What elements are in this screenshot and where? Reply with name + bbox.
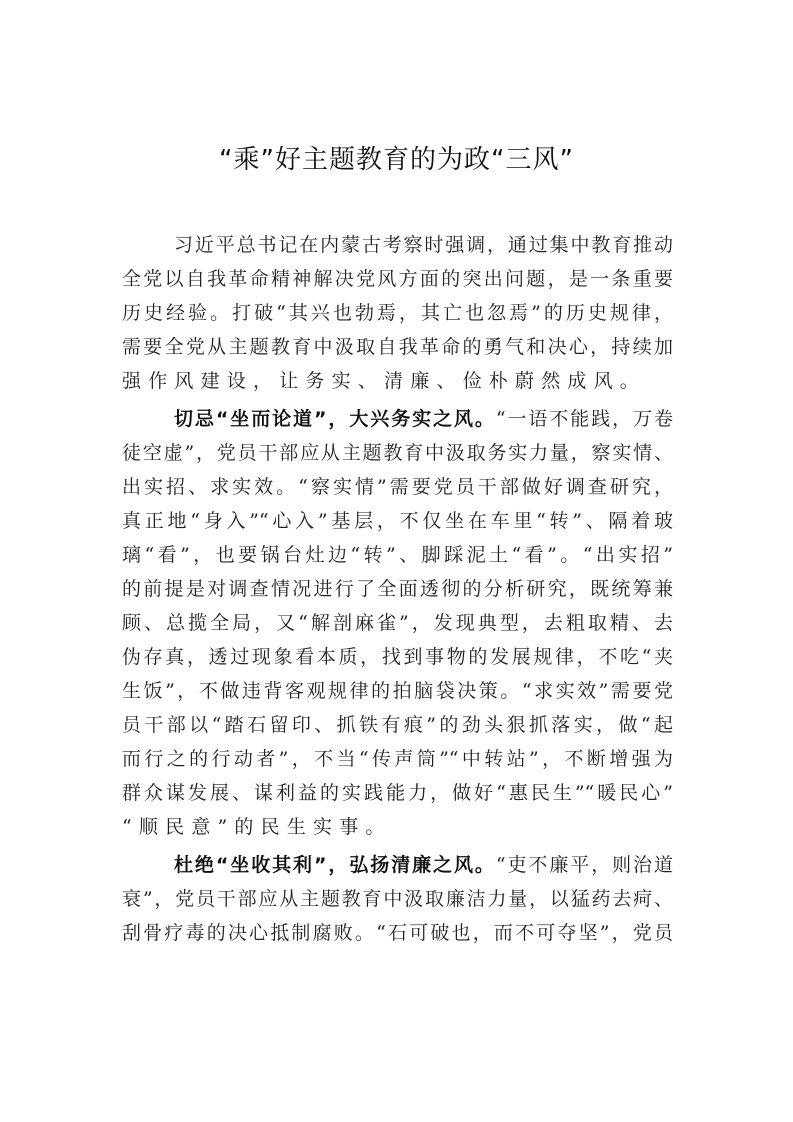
paragraph-line: 群众谋发展、谋利益的实践能力，做好“惠民生”“暖民心”	[122, 782, 673, 804]
paragraph-line: 需要全党从主题教育中汲取自我革命的勇气和决心，持续加	[122, 336, 673, 358]
paragraph-first-line	[122, 402, 673, 436]
paragraph-line: 的前提是对调查情况进行了全面透彻的分析研究，既统筹兼	[122, 578, 673, 600]
paragraph-line-text: “吏不廉平，则治道	[495, 854, 673, 876]
paragraph-line: 全党以自我革命精神解决党风方面的突出问题，是一条重要	[122, 268, 673, 290]
paragraph-intro	[122, 228, 673, 398]
paragraph-line: 璃“看”，也要锅台灶边“转”、脚踩泥土“看”。“出实招”	[122, 544, 673, 566]
paragraph-line: “顺民意”的民生实事。	[122, 816, 392, 838]
paragraph-line: 刮骨疗毒的决心抵制腐败。“石可破也，而不可夺坚”，党员	[122, 922, 673, 944]
paragraph-line: 强作风建设，让务实、清廉、俭朴蔚然成风。	[122, 370, 647, 392]
paragraph-integrity	[122, 848, 673, 950]
paragraph-line: 出实招、求实效。“察实情”需要党员干部做好调查研究，	[122, 476, 673, 498]
document-body	[122, 228, 673, 954]
paragraph-first-line	[122, 848, 673, 882]
section-heading: 切忌“坐而论道”，大兴务实之风。	[174, 408, 496, 430]
paragraph-line: 员干部以“踏石留印、抓铁有痕”的劲头狠抓落实，做“起	[122, 714, 673, 736]
paragraph-line: 生饭”，不做违背客观规律的拍脑袋决策。“求实效”需要党	[122, 680, 673, 702]
paragraph-line-text: “一语不能践，万卷	[495, 408, 673, 430]
paragraph-line: 伪存真，透过现象看本质，找到事物的发展规律，不吃“夹	[122, 646, 673, 668]
paragraph-line: 顾、总揽全局，又“解剖麻雀”，发现典型，去粗取精、去	[122, 612, 673, 634]
paragraph-line: 徒空虚”，党员干部应从主题教育中汲取务实力量，察实情、	[122, 442, 673, 464]
document-title: “乘”好主题教育的为政“三风”	[219, 145, 574, 175]
paragraph-line: 而行之的行动者”，不当“传声筒”“中转站”，不断增强为	[122, 748, 673, 770]
paragraph-line: 衰”，党员干部应从主题教育中汲取廉洁力量，以猛药去疴、	[122, 888, 673, 910]
paragraph-line: 历史经验。打破“其兴也勃焉，其亡也忽焉”的历史规律，	[122, 302, 673, 324]
paragraph-pragmatism	[122, 402, 673, 844]
paragraph-line: 习近平总书记在内蒙古考察时强调，通过集中教育推动	[174, 234, 673, 256]
paragraph-line: 真正地“身入”“心入”基层，不仅坐在车里“转”、隔着玻	[122, 510, 673, 532]
section-heading: 杜绝“坐收其利”，弘扬清廉之风。	[174, 854, 496, 876]
